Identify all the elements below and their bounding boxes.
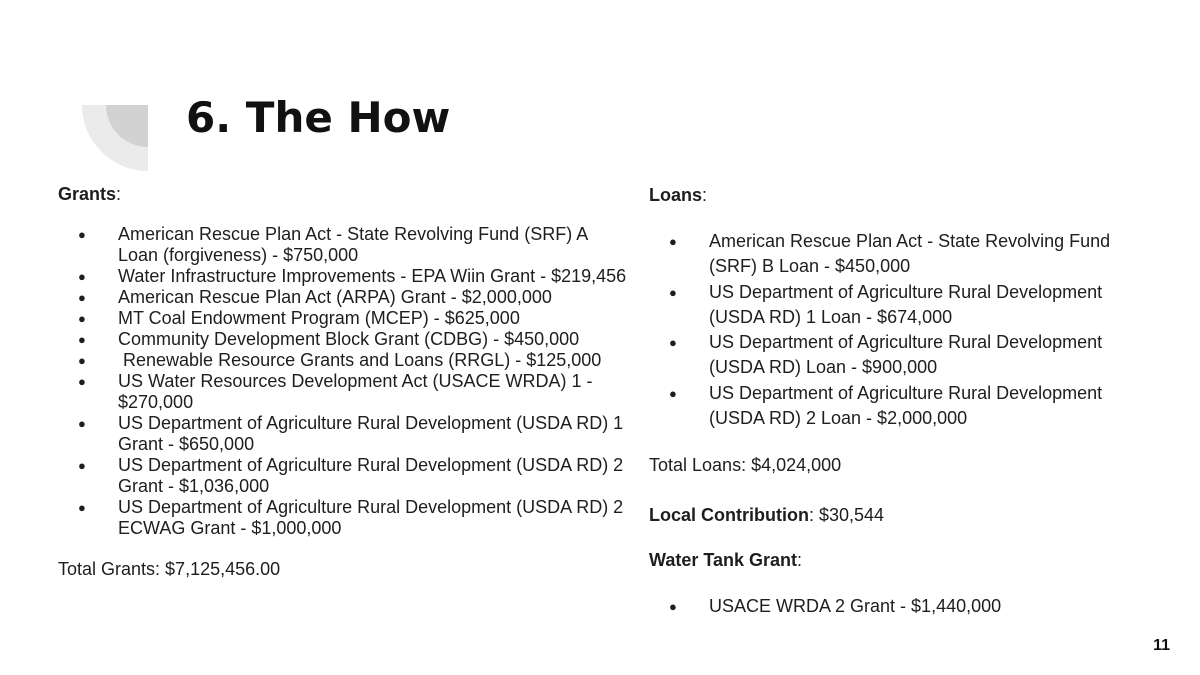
bullet-icon: ●: [78, 269, 86, 284]
local-contribution-value: : $30,544: [808, 505, 885, 526]
loans-label: Loans: [649, 185, 703, 205]
grant-item-text: US Department of Agriculture Rural Development (USDA RD) 1 Grant - $650,000: [118, 413, 624, 454]
loan-item-text: American Rescue Plan Act - State Revolving Fund (SRF) B Loan - $450,000: [709, 231, 1111, 277]
loan-item-text: US Department of Agriculture Rural Development (USDA RD) 1 Loan - $674,000: [709, 281, 1103, 327]
grant-item: [58, 455, 628, 497]
total-loans: Total Loans: $4,024,000: [649, 455, 842, 476]
grant-item: [58, 308, 628, 329]
grant-item: [58, 287, 628, 308]
total-grants: Total Grants: $7,125,456.00: [58, 559, 281, 579]
water-tank-item: [649, 594, 1149, 619]
bullet-icon: ●: [78, 290, 86, 305]
grant-item: [58, 266, 628, 287]
bullet-icon: ●: [78, 311, 86, 326]
loan-item: [649, 381, 1149, 432]
water-tank-heading: [649, 548, 1149, 572]
loans-colon: :: [702, 185, 708, 205]
grant-item-text: American Rescue Plan Act (ARPA) Grant - $2,000,000: [118, 287, 552, 307]
water-tank-list: [649, 594, 1149, 619]
grants-heading: [58, 182, 628, 206]
slide-title: 6. The How: [186, 93, 451, 142]
grant-item-text: US Water Resources Development Act (USACE WRDA) 1 - $270,000: [118, 371, 593, 412]
grant-item: [58, 413, 628, 455]
grant-item: [58, 224, 628, 266]
bullet-icon: ●: [78, 353, 86, 368]
water-tank-colon: :: [797, 550, 803, 571]
bullet-icon: ●: [78, 416, 86, 431]
loan-item-text: US Department of Agriculture Rural Development (USDA RD) Loan - $900,000: [709, 332, 1103, 378]
grant-item-text: US Department of Agriculture Rural Development (USDA RD) 2 Grant - $1,036,000: [118, 455, 624, 496]
bullet-icon: ●: [78, 500, 86, 515]
decorative-quarter-circles: [82, 105, 148, 171]
bullet-icon: ●: [78, 458, 86, 473]
grants-list: [58, 224, 628, 539]
grant-item-text: American Rescue Plan Act - State Revolving Fund (SRF) A Loan (forgiveness) - $750,000: [118, 224, 588, 265]
bullet-icon: ●: [669, 335, 677, 351]
loans-list: [649, 229, 1149, 431]
grant-item-text: Water Infrastructure Improvements - EPA Wiin Grant - $219,456: [118, 266, 627, 286]
grant-item: [58, 350, 628, 371]
bullet-icon: ●: [78, 332, 86, 347]
loan-item: [649, 280, 1149, 331]
grant-item-text: Renewable Resource Grants and Loans (RRGL) - $125,000: [118, 350, 602, 370]
bullet-icon: ●: [78, 374, 86, 389]
bullet-icon: ●: [669, 284, 677, 300]
local-contribution: [649, 503, 1149, 527]
water-tank-item-text: USACE WRDA 2 Grant - $1,440,000: [709, 596, 1002, 617]
bullet-icon: ●: [669, 599, 677, 615]
grant-item-text: MT Coal Endowment Program (MCEP) - $625,000: [118, 308, 520, 328]
grants-colon: :: [116, 184, 122, 204]
water-tank-label: Water Tank Grant: [649, 550, 798, 571]
grant-item: [58, 371, 628, 413]
loan-item: [649, 330, 1149, 381]
bullet-icon: ●: [669, 385, 677, 401]
bullet-icon: ●: [669, 234, 677, 249]
grant-item: [58, 497, 628, 539]
loans-column: [649, 183, 1149, 620]
loans-heading: [649, 183, 1149, 207]
grant-item-text: Community Development Block Grant (CDBG) - $450,000: [118, 329, 580, 349]
grants-column: [58, 182, 628, 581]
grant-item-text: US Department of Agriculture Rural Development (USDA RD) 2 ECWAG Grant - $1,000,000: [118, 497, 624, 538]
loan-item: [649, 229, 1149, 280]
bullet-icon: ●: [78, 227, 86, 242]
grant-item: [58, 329, 628, 350]
local-contribution-label: Local Contribution: [649, 505, 809, 526]
grants-label: Grants: [58, 184, 117, 204]
page-number: 11: [1153, 637, 1170, 654]
loan-item-text: US Department of Agriculture Rural Development (USDA RD) 2 Loan - $2,000,000: [709, 382, 1103, 429]
